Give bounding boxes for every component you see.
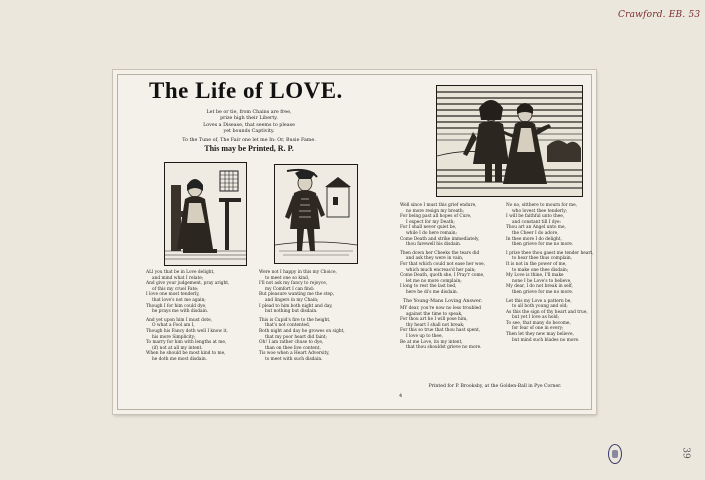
answer-stanza xyxy=(400,306,485,351)
verse-line: that love's not me again; xyxy=(152,297,206,303)
verse-line: This is Cupid's fire to the height, xyxy=(259,317,331,323)
couple-in-landscape-woodcut xyxy=(436,85,583,197)
verse-line: To marry for him with lengths at me, xyxy=(146,340,227,346)
verse-line: and ask they were in vain, xyxy=(406,256,464,262)
verse-line: And give your judgement, pray aright, xyxy=(146,281,230,287)
verse-line: of this my cruel Fate; xyxy=(152,286,199,292)
verse-column-3 xyxy=(400,203,485,354)
stanza xyxy=(400,306,485,351)
verse-line: Come Death, quoth she, I Pray'r come, xyxy=(400,273,485,279)
verse-line: I love up to thee, xyxy=(406,334,443,340)
printer-imprint: Printed for P. Brooksby, at the Golden-Ball in Pye Corner. xyxy=(428,384,562,389)
verse-line: (if) not at all my intent. xyxy=(152,345,203,351)
stanza xyxy=(146,318,229,363)
verse-line: none I be Love's to believe, xyxy=(512,278,572,284)
intro-line: Let be or tie, from Chains are free, xyxy=(206,110,292,115)
verse-column-3-stanzas xyxy=(400,203,485,296)
verse-line: that's not contented, xyxy=(265,323,311,329)
verse-line: Be at me Love, its my intent, xyxy=(400,339,463,345)
verse-line: then grieve for me no more. xyxy=(512,289,574,295)
verse-line: No no, sitthere to mourn for me, xyxy=(506,203,577,208)
verse-line: For I shall never quiet be, xyxy=(400,225,457,231)
verse-line: and lingers in my Chain; xyxy=(265,297,319,303)
verse-line: ALl you that be in Love delight, xyxy=(146,270,215,275)
verse-line: then grieve for me no more. xyxy=(512,242,574,248)
verse-line: here he di's me disdain. xyxy=(406,289,458,295)
stanza xyxy=(400,251,485,296)
ballad-title: The Life of LOVE. xyxy=(149,78,343,103)
verse-line: I will be faithful unto thee, xyxy=(506,214,565,220)
verse-line: For thou art he I will pose him, xyxy=(400,317,468,323)
intro-line: yet bounds Captivity. xyxy=(223,129,275,135)
verse-line: Well since I must this grief endure, xyxy=(400,203,477,208)
broadside-sheet xyxy=(113,70,596,414)
verse-line: to hear thee thus complain, xyxy=(512,256,573,262)
intro-verse xyxy=(149,110,349,136)
stanza xyxy=(400,203,485,248)
verse-line: and mind what I relate; xyxy=(152,275,204,281)
verse-line: Then let they new may believe, xyxy=(506,332,574,338)
verse-line: My Love is thine, I'll make xyxy=(506,273,564,279)
verse-line: to meet with such disdain. xyxy=(265,356,323,362)
verse-line: his more Simplicity; xyxy=(152,334,196,340)
ballad-intro xyxy=(149,110,349,154)
verse-line: he doth me most disdain. xyxy=(152,356,207,362)
verse-line: Tis woe when a Heart Adversity, xyxy=(259,351,330,357)
verse-line: he prays me with disdain. xyxy=(152,309,209,315)
verse-line: In thee more I do delight, xyxy=(506,236,562,242)
licence-line: This may be Printed, R. P. xyxy=(204,144,294,154)
stanza xyxy=(506,251,593,296)
verse-column-1 xyxy=(146,270,229,366)
verse-line: Come Death and strike immediately, xyxy=(400,236,480,242)
verse-line: Were not I happy in this my Choice, xyxy=(259,270,337,275)
verse-line: thou farewell his disdain. xyxy=(406,242,462,248)
verse-line: the Cheer I do adore, xyxy=(512,230,559,236)
verse-line: MY dear, you're now no less troubled xyxy=(400,306,482,312)
verse-line: let me no more complain; xyxy=(406,278,462,284)
verse-line: to meet one so kind, xyxy=(265,275,310,281)
stanza xyxy=(259,270,345,315)
intro-line: Loves a Disease, that seems to please xyxy=(203,122,295,128)
shelfmark-annotation: Crawford. EB. 53 xyxy=(618,10,701,20)
verse-line: Though I for him could dye, xyxy=(146,303,207,309)
verse-line: But pleasure wanting me the step, xyxy=(259,292,335,298)
intro-line: prize high their Liberty. xyxy=(220,116,278,122)
answer-heading: The Young-Mans Loving Answer. xyxy=(402,298,483,304)
stanza xyxy=(146,270,229,315)
verse-line: To see, that many do become, xyxy=(506,320,571,326)
verse-line: which much encreas'd her pain; xyxy=(406,267,476,273)
woman-seated-illustration xyxy=(165,163,246,265)
stanza xyxy=(506,203,593,248)
verse-line: For being past all hopes of Cure, xyxy=(400,214,472,220)
verse-line: Let this my Love a pattern be, xyxy=(506,298,572,304)
verse-line: I plead to him both night and day, xyxy=(259,303,333,309)
verse-line: to all both young and old; xyxy=(512,304,568,310)
verse-line: I prize thee thou gaest me tender heart, xyxy=(506,250,594,256)
verse-line: Thou art an Angel unto me, xyxy=(506,225,566,231)
gentleman-standing-woodcut xyxy=(274,164,358,264)
stanza xyxy=(259,318,345,363)
verse-column-2 xyxy=(259,270,345,366)
verse-line: no more resign my breath; xyxy=(406,208,465,214)
verse-line: I'll not ask my fancy to rejoyce, xyxy=(259,281,328,287)
verse-line: but mind such blades no more. xyxy=(512,337,580,343)
verse-line: I expect for my Death; xyxy=(406,219,455,225)
verse-line: For that which could not ease her woe, xyxy=(400,261,486,267)
verse-column-4 xyxy=(506,203,593,346)
verse-line: It is not in the power of me, xyxy=(506,261,567,267)
couple-in-landscape-illustration xyxy=(437,86,582,196)
verse-line: I love one most tenderly, xyxy=(146,292,200,298)
verse-line: Both night and day he growes on sight, xyxy=(259,328,345,334)
verse-line: my Comfort I can find: xyxy=(265,286,315,292)
verse-line: And yet upon him I must dote, xyxy=(146,317,213,323)
verse-line: but yet I love as hold; xyxy=(512,315,560,321)
verse-line: O what a Fool am I, xyxy=(152,323,195,329)
verse-line: Then down her Cheeks the tears did xyxy=(400,250,480,256)
signature-mark: 4 xyxy=(399,393,403,399)
verse-line: thy heart I shall not break; xyxy=(406,322,465,328)
verse-line: I long to rest the last bed, xyxy=(400,284,457,290)
library-stamp-icon xyxy=(608,444,622,464)
verse-line: When he should be most kind to me, xyxy=(146,351,226,357)
verse-line: For this so true that thou hast spent, xyxy=(400,328,481,334)
verse-line: Though his Fancy doth well I know it, xyxy=(146,328,228,334)
page-number: 39 xyxy=(680,447,691,459)
verse-line: for fear of one in every; xyxy=(512,326,564,332)
verse-line: As this the sign of thy heart and true, xyxy=(506,309,588,315)
verse-line: that thou shouldst grieve no more. xyxy=(406,345,482,351)
tune-line: To the Tune of, The Fair one let me In: Or, Busie Fame. xyxy=(182,137,316,143)
verse-line: against the time to speak, xyxy=(406,311,463,317)
stanza xyxy=(506,299,593,344)
verse-line: to make one thee disdain; xyxy=(512,267,569,273)
verse-line: My dear, I do not break in self, xyxy=(506,284,573,290)
verse-line: while I do here remain; xyxy=(406,230,457,236)
verse-line: and constant till I dye: xyxy=(512,219,562,225)
verse-line: than on thee live content, xyxy=(265,345,321,351)
gentleman-standing-illustration xyxy=(275,165,357,263)
verse-line: who lovest thee tenderly; xyxy=(512,208,568,214)
verse-line: that my poor heart did faint; xyxy=(265,334,328,340)
verse-line: but nothing but disdain. xyxy=(265,309,318,315)
verse-line: Oh! I am rather chuse to dye, xyxy=(259,340,324,346)
woman-seated-woodcut xyxy=(164,162,247,266)
